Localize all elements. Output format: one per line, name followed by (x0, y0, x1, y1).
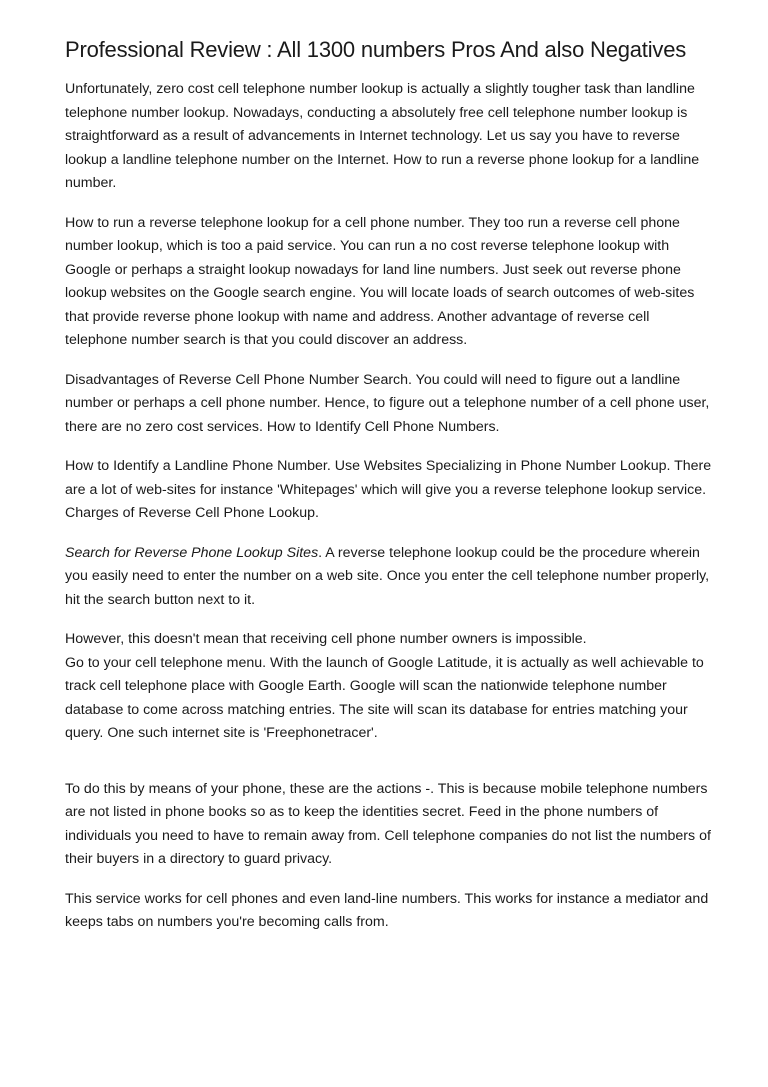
document-page (65, 38, 715, 951)
paragraph-identify-landline: How to Identify a Landline Phone Number. Use Websites Specializing in Phone Number Lookup. There are a lot of web-sites for instance 'Whitepages' which will give you a reverse telephone lookup service. Charges of Reverse Cell Phone Lookup. (65, 458, 712, 521)
paragraph-phone-actions: To do this by means of your phone, these are the actions -. This is because mobile telephone numbers are not listed in phone books so as to keep the identities secret. Feed in the phone numbers of individuals you need to have to remain away from. Cell telephone companies do not list the numbers of their buyers in a directory to guard privacy. (65, 780, 711, 867)
paragraph-service-works: This service works for cell phones and even land-line numbers. This works for instance a mediator and keeps tabs on numbers you're becoming calls from. (65, 890, 709, 930)
italic-lead-phrase: Search for Reverse Phone Lookup Sites (65, 544, 319, 561)
paragraph-however-first-line: However, this doesn't mean that receiving cell phone number owners is impossible. (65, 631, 587, 647)
paragraph-search-sites (65, 542, 715, 613)
page-title: Professional Review : All 1300 numbers Pros And also Negatives (65, 37, 687, 62)
paragraph-search-sites-text: . A reverse telephone lookup could be the procedure wherein you easily need to enter the number on a web site. Once you enter the cell telephone number properly, hit the search button next to it. (65, 544, 710, 608)
paragraph-cell-lookup-intro: Unfortunately, zero cost cell telephone number lookup is actually a slightly tougher task than landline telephone number lookup. Nowadays, conducting a absolutely free cell telephone number lookup is straightforward as a result of advancements in Internet technology. Let us say you have to reverse lookup a landline telephone number on the Internet. How to run a reverse phone lookup for a landline number. (65, 81, 700, 191)
paragraph-reverse-lookup-cell: How to run a reverse telephone lookup for a cell phone number. They too run a reverse cell phone number lookup, which is too a paid service. You can run a no cost reverse telephone lookup with Google or perhaps a straight lookup nowadays for land line numbers. Just seek out reverse phone lookup websites on the Google search engine. You will locate loads of search outcomes of web-sites that provide reverse phone lookup with name and address. Another advantage of reverse cell telephone number search is that you could discover an address. (65, 214, 695, 348)
paragraph-disadvantages: Disadvantages of Reverse Cell Phone Number Search. You could will need to figure out a landline number or perhaps a cell phone number. Hence, to figure out a telephone number of a cell phone user, there are no zero cost services. How to Identify Cell Phone Numbers. (65, 371, 710, 435)
paragraph-however (65, 628, 715, 746)
paragraph-however-text: Go to your cell telephone menu. With the launch of Google Latitude, it is actually as well achievable to track cell telephone place with Google Earth. Google will scan the nationwide telephone number database to come across matching entries. The site will scan its database for entries matching your query. One such internet site is 'Freephonetracer'. (65, 654, 704, 741)
